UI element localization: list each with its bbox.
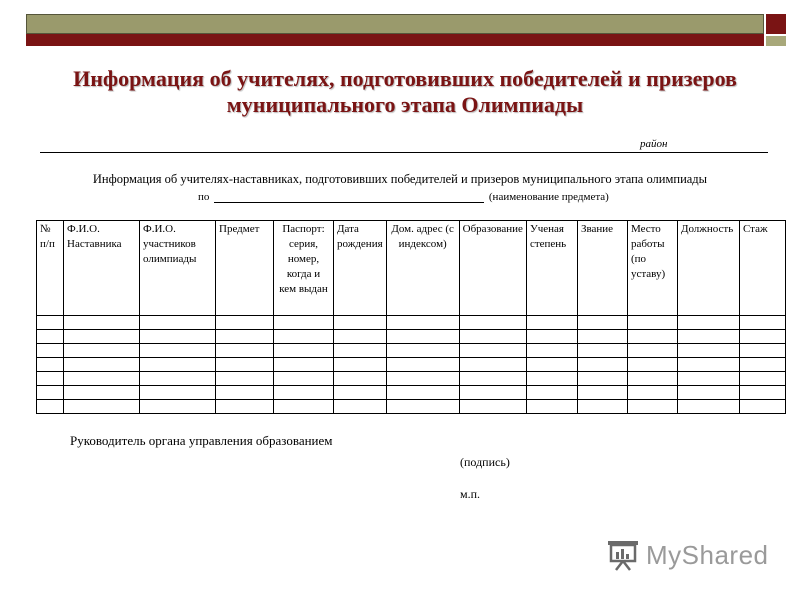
column-header: Должность (677, 221, 739, 316)
table-cell (627, 316, 677, 330)
table-cell (140, 344, 216, 358)
table-cell (526, 330, 577, 344)
table-cell (64, 372, 140, 386)
table-cell (216, 358, 274, 372)
table-cell (526, 386, 577, 400)
district-label: район (640, 138, 668, 150)
table-cell (677, 400, 739, 414)
table-cell (739, 344, 785, 358)
table-cell (526, 358, 577, 372)
table-cell (140, 386, 216, 400)
slide-header-bar (26, 14, 786, 46)
table-cell (274, 344, 334, 358)
table-cell (677, 372, 739, 386)
table-cell (216, 400, 274, 414)
table-cell (739, 330, 785, 344)
signature-note: (подпись) (460, 455, 510, 469)
table-cell (459, 330, 526, 344)
presentation-board-icon (606, 538, 640, 572)
column-header: Предмет (216, 221, 274, 316)
table-cell (459, 316, 526, 330)
table-cell (577, 386, 627, 400)
table-cell (37, 344, 64, 358)
table-cell (386, 330, 459, 344)
table-cell (577, 330, 627, 344)
table-cell (627, 372, 677, 386)
table-cell (526, 344, 577, 358)
table-cell (334, 400, 387, 414)
column-header: Звание (577, 221, 627, 316)
table-cell (526, 372, 577, 386)
table-cell (64, 316, 140, 330)
table-cell (739, 400, 785, 414)
table-cell (64, 386, 140, 400)
table-cell (216, 344, 274, 358)
table-cell (627, 330, 677, 344)
header-corner-square-light (766, 36, 786, 46)
table-cell (334, 386, 387, 400)
district-line (40, 152, 768, 153)
table-cell (577, 358, 627, 372)
table-cell (37, 400, 64, 414)
table-cell (216, 372, 274, 386)
watermark-logo (606, 538, 769, 572)
table-cell (140, 372, 216, 386)
table-row (37, 358, 786, 372)
table-cell (64, 344, 140, 358)
table-header-row (37, 221, 786, 316)
table-row (37, 372, 786, 386)
table-cell (627, 400, 677, 414)
table-cell (274, 316, 334, 330)
table-body (37, 316, 786, 414)
column-header: Стаж (739, 221, 785, 316)
table-cell (140, 358, 216, 372)
table-cell (386, 386, 459, 400)
table-cell (577, 372, 627, 386)
table-cell (334, 316, 387, 330)
table-cell (64, 330, 140, 344)
table-cell (274, 400, 334, 414)
table-cell (37, 372, 64, 386)
table-row (37, 400, 786, 414)
table-cell (627, 386, 677, 400)
table-cell (37, 330, 64, 344)
table-cell (334, 372, 387, 386)
table-cell (334, 330, 387, 344)
header-maroon-bar (26, 34, 764, 46)
table-cell (459, 344, 526, 358)
table-cell (216, 330, 274, 344)
table-cell (386, 358, 459, 372)
table-cell (577, 344, 627, 358)
table-cell (37, 316, 64, 330)
table-cell (459, 386, 526, 400)
header-corner-square (766, 14, 786, 34)
table-row (37, 316, 786, 330)
table-cell (677, 344, 739, 358)
table-cell (677, 386, 739, 400)
table-cell (274, 358, 334, 372)
subject-blank (214, 192, 484, 203)
table-cell (386, 372, 459, 386)
table-cell (459, 358, 526, 372)
table-cell (140, 400, 216, 414)
teachers-table (36, 220, 786, 414)
subject-line (198, 191, 609, 203)
table-cell (577, 316, 627, 330)
table-cell (577, 400, 627, 414)
table-cell (140, 330, 216, 344)
table-cell (739, 386, 785, 400)
table-cell (386, 344, 459, 358)
table-cell (526, 316, 577, 330)
signature-label: Руководитель органа управления образованием (70, 433, 333, 448)
table-cell (526, 400, 577, 414)
table-cell (739, 358, 785, 372)
table-cell (216, 316, 274, 330)
subject-note: (наименование предмета) (488, 191, 609, 203)
table-cell (37, 386, 64, 400)
document-heading: Информация об учителях-наставниках, подготовивших победителей и призеров муниципального этапа олимпиады (92, 172, 708, 186)
slide-title: Информация об учителях, подготовивших победителей и призеров муниципального этапа Олимпиады (73, 66, 737, 117)
table-cell (140, 316, 216, 330)
table-cell (216, 386, 274, 400)
column-header: Образование (459, 221, 526, 316)
watermark-text: MyShared (646, 539, 769, 570)
subject-prefix: по (198, 191, 210, 203)
table-cell (386, 316, 459, 330)
table-cell (627, 344, 677, 358)
table-cell (677, 358, 739, 372)
column-header: Ученая степень (526, 221, 577, 316)
column-header: Ф.И.О. Наставника (64, 221, 140, 316)
stamp-note: м.п. (460, 487, 481, 501)
header-olive-bar (26, 14, 764, 34)
table-cell (386, 400, 459, 414)
table-row (37, 386, 786, 400)
column-header: Ф.И.О. участников олимпиады (140, 221, 216, 316)
table-cell (459, 372, 526, 386)
table-cell (677, 330, 739, 344)
table-cell (274, 330, 334, 344)
table-cell (459, 400, 526, 414)
column-header: Место работы (по уставу) (627, 221, 677, 316)
column-header: № п/п (37, 221, 64, 316)
table-cell (627, 358, 677, 372)
table-cell (274, 372, 334, 386)
table-cell (274, 386, 334, 400)
column-header: Дом. адрес (с индексом) (386, 221, 459, 316)
table-cell (334, 344, 387, 358)
table-cell (37, 358, 64, 372)
table-cell (334, 358, 387, 372)
column-header: Дата рождения (334, 221, 387, 316)
table-cell (64, 400, 140, 414)
table-cell (739, 372, 785, 386)
table-cell (739, 316, 785, 330)
table-row (37, 330, 786, 344)
table-cell (677, 316, 739, 330)
table-cell (64, 358, 140, 372)
table-row (37, 344, 786, 358)
column-header: Паспорт: серия, номер, когда и кем выдан (274, 221, 334, 316)
